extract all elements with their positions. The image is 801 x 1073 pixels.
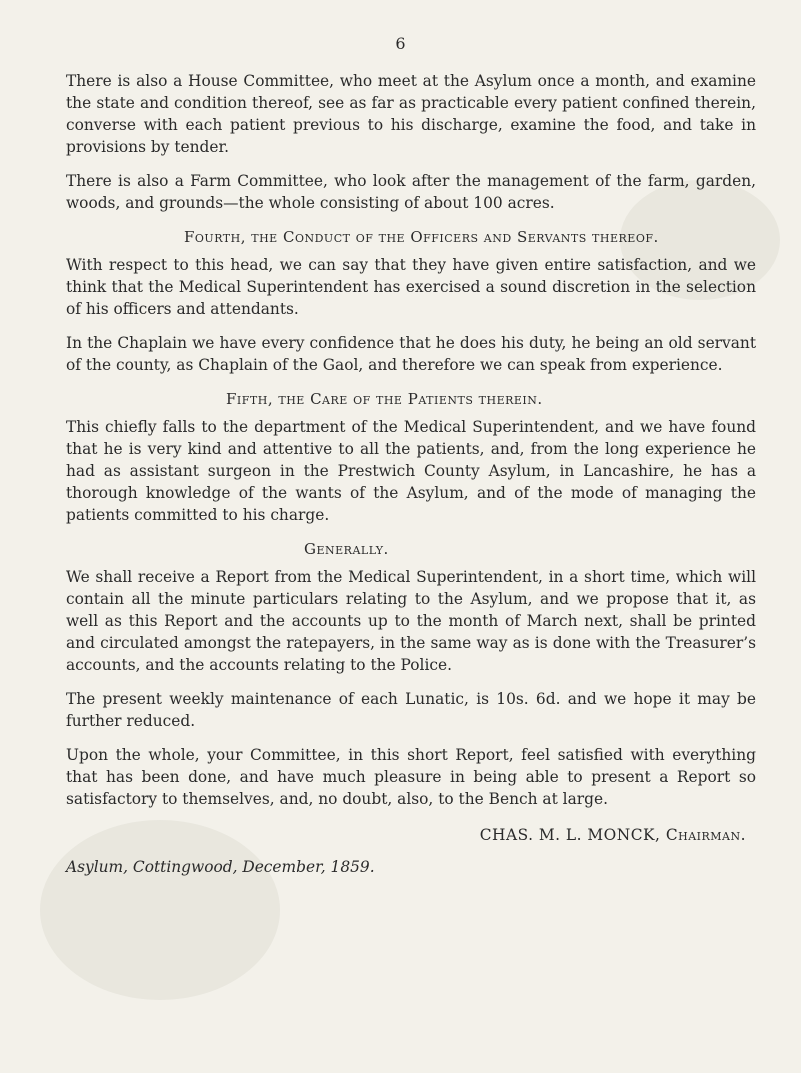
house-committee-paragraph: There is also a House Committee, who meet at the Asylum once a month, and examine the state and condition thereof, see as far as practicable every patient confined therein, converse with each patient previous to his discharge, examine the food, and take in provisions by tender. — [66, 72, 756, 156]
signatory-title: Chairman. — [665, 826, 746, 844]
signature-line — [66, 824, 756, 846]
document-body — [66, 70, 756, 878]
chaplain-paragraph: In the Chaplain we have every confidence that he does his duty, he being an old servant of the county, as Chaplain of the Gaol, and therefore we can speak from experience. — [66, 334, 756, 374]
dateline: Asylum, Cottingwood, December, 1859. — [66, 858, 375, 876]
care-section-heading: Fifth, the Care of the Patients therein. — [226, 390, 543, 408]
page-number: 6 — [395, 34, 406, 53]
maintenance-paragraph: The present weekly maintenance of each Lunatic, is 10s. 6d. and we hope it may be further reduced. — [66, 690, 756, 730]
generally-section-heading: Generally. — [304, 540, 389, 558]
officers-paragraph: With respect to this head, we can say that they have given entire satisfaction, and we think that the Medical Superintendent has exercised a sound discretion in the selection of his officers and attendants. — [66, 256, 756, 318]
closing-paragraph: Upon the whole, your Committee, in this short Report, feel satisfied with everything that has been done, and have much pleasure in being able to present a Report so satisfactory to themselves, and, no doubt, also, to the Bench at large. — [66, 746, 756, 808]
report-paragraph: We shall receive a Report from the Medical Superintendent, in a short time, which will contain all the minute particulars relating to the Asylum, and we propose that it, as well as this Report and the accounts up to the month of March next, shall be printed and circulated amongst the ratepayers, in the same way as is done with the Treasurer’s accounts, and the accounts relating to the Police. — [66, 568, 756, 674]
officers-section-heading: Fourth, the Conduct of the Officers and Servants thereof. — [184, 228, 659, 246]
care-paragraph: This chiefly falls to the department of the Medical Superintendent, and we have found that he is very kind and attentive to all the patients, and, from the long experience he had as assistant surgeon in the Prestwich County Asylum, in Lancashire, he has a thorough knowledge of the wants of the Asylum, and of the mode of managing the patients committed to his charge. — [66, 418, 756, 524]
signatory-name: CHAS. M. L. MONCK, — [479, 826, 661, 844]
farm-committee-paragraph: There is also a Farm Committee, who look after the management of the farm, garden, woods, and grounds—the whole consisting of about 100 acres. — [66, 172, 756, 212]
